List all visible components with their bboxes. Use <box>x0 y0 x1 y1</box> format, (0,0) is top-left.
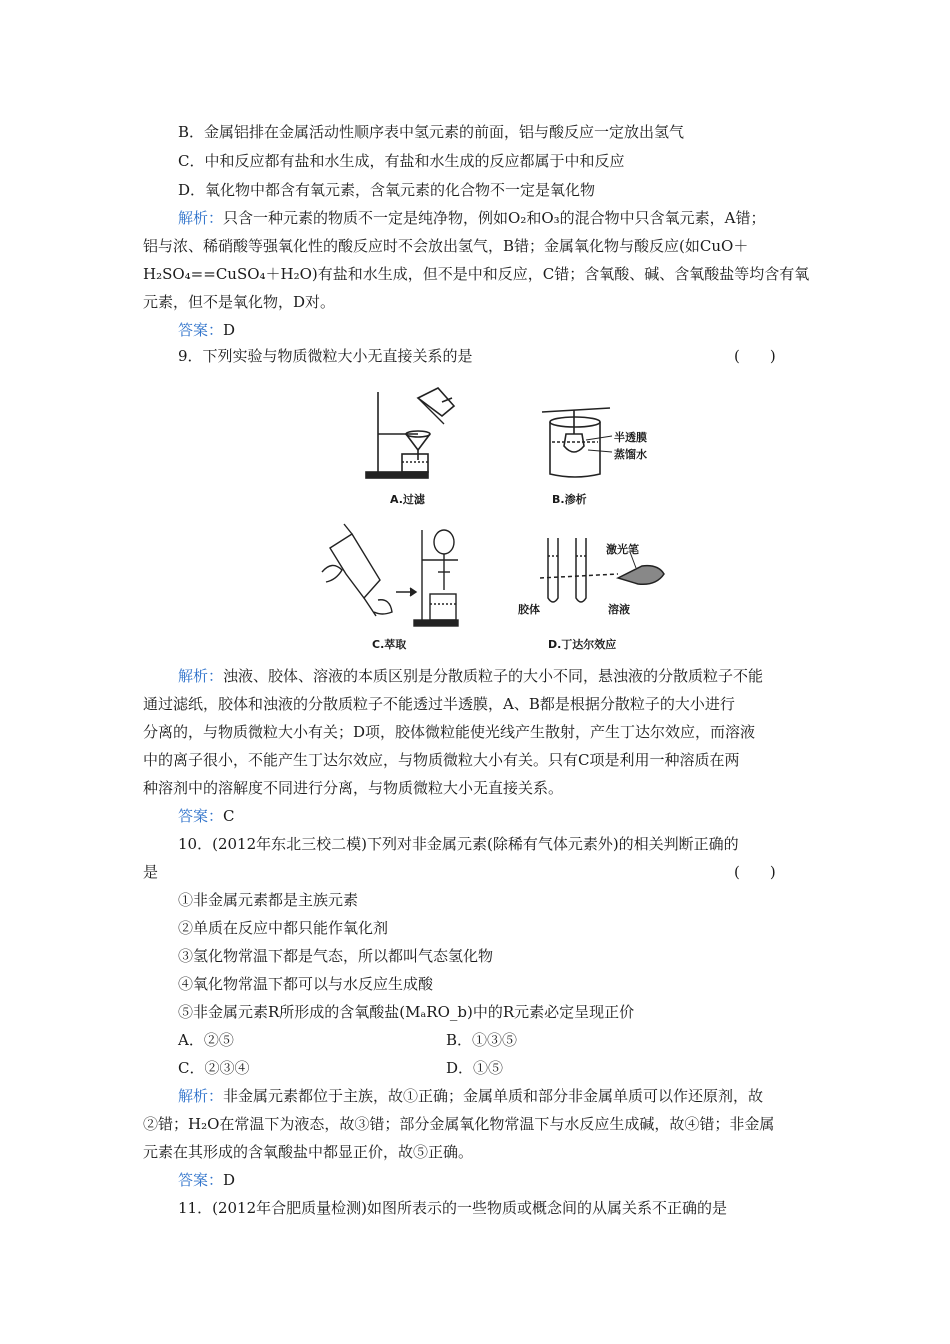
q10-statement-5: ⑤非金属元素R所形成的含氧酸盐(MₐRO_b)中的R元素必定呈现正价 <box>178 1003 635 1021</box>
figure-c-caption: C.萃取 <box>372 638 407 651</box>
figure-b-caption: B.渗析 <box>552 493 587 506</box>
q10-answer-blank: ( ) <box>734 863 776 881</box>
q10-statement-4: ④氧化物常温下都可以与水反应生成酸 <box>178 975 434 993</box>
q8-option-c: C．中和反应都有盐和水生成，有盐和水生成的反应都属于中和反应 <box>178 152 625 170</box>
q8-option-d: D．氧化物中都含有氧元素，含氧元素的化合物不一定是氧化物 <box>178 181 596 199</box>
q10-statement-2: ②单质在反应中都只能作氧化剂 <box>178 919 389 937</box>
q8-analysis-line-1: 解析：只含一种元素的物质不一定是纯净物，例如O₂和O₃的混合物中只含氧元素，A错； <box>178 209 766 227</box>
figure-b-label-water: 蒸馏水 <box>614 448 647 461</box>
answer-label: 答案： <box>178 807 224 825</box>
q8-analysis-line-4: 元素，但不是氧化物，D对。 <box>143 293 336 311</box>
answer-label: 答案： <box>178 321 224 339</box>
figure-d-label-colloid: 胶体 <box>518 603 540 616</box>
q9-analysis-line-1: 解析：浊液、胶体、溶液的本质区别是分散质粒子的大小不同，悬浊液的分散质粒子不能 <box>178 667 764 685</box>
figure-d-caption: D.丁达尔效应 <box>548 638 617 651</box>
figure-a-filtration <box>358 384 488 504</box>
figure-a-caption: A.过滤 <box>390 493 425 506</box>
q9-answer-blank: ( ) <box>734 347 776 365</box>
stand-base <box>366 472 428 478</box>
q10-stem-line-2: 是 <box>143 863 159 881</box>
q10-option-b: B．①③⑤ <box>446 1031 518 1049</box>
q9-stem: 9．下列实验与物质微粒大小无直接关系的是 <box>178 347 473 365</box>
q10-option-a: A．②⑤ <box>178 1031 234 1049</box>
q10-stem-line-1: 10．(2012年东北三校二模)下列对非金属元素(除稀有气体元素外)的相关判断正确的 <box>178 835 739 853</box>
analysis-label: 解析： <box>178 1087 224 1105</box>
q9-answer: 答案：C <box>178 807 235 825</box>
q10-answer: 答案：D <box>178 1171 236 1189</box>
q8-analysis-line-2: 铝与浓、稀硝酸等强氧化性的酸反应时不会放出氢气，B错；金属氧化物与酸反应(如CuO＋ <box>143 237 749 255</box>
figure-d-label-solution: 溶液 <box>608 603 630 616</box>
q9-analysis-line-3: 分离的，与物质微粒大小有关；D项，胶体微粒能使光线产生散射，产生丁达尔效应，而溶液 <box>143 723 756 741</box>
q10-option-c: C．②③④ <box>178 1059 250 1077</box>
q10-statement-1: ①非金属元素都是主族元素 <box>178 891 359 909</box>
q9-analysis-line-5: 种溶剂中的溶解度不同进行分离，与物质微粒大小无直接关系。 <box>143 779 564 797</box>
q10-analysis-line-3: 元素在其形成的含氧酸盐中都显正价，故⑤正确。 <box>143 1143 474 1161</box>
q8-option-b: B．金属铝排在金属活动性顺序表中氢元素的前面，铝与酸反应一定放出氢气 <box>178 123 685 141</box>
q11-stem: 11．(2012年合肥质量检测)如图所表示的一些物质或概念间的从属关系不正确的是 <box>178 1199 727 1217</box>
figure-c-extraction <box>318 520 478 632</box>
q9-analysis-line-4: 中的离子很小，不能产生丁达尔效应，与物质微粒大小有关。只有C项是利用一种溶质在两 <box>143 751 740 769</box>
q9-analysis-line-2: 通过滤纸，胶体和浊液的分散质粒子不能透过半透膜，A、B都是根据分散粒子的大小进行 <box>143 695 735 713</box>
q8-answer: 答案：D <box>178 321 236 339</box>
q10-analysis-line-2: ②错；H₂O在常温下为液态，故③错；部分金属氧化物常温下与水反应生成碱，故④错；非金属 <box>143 1115 775 1133</box>
analysis-label: 解析： <box>178 209 224 227</box>
q10-option-d: D．①⑤ <box>446 1059 504 1077</box>
figure-d-label-laser: 激光笔 <box>606 543 639 556</box>
q8-analysis-line-3: H₂SO₄==CuSO₄＋H₂O)有盐和水生成，但不是中和反应，C错；含氧酸、碱、含氧酸盐等均含有氧 <box>143 265 810 283</box>
figure-b-label-membrane: 半透膜 <box>614 431 647 444</box>
analysis-label: 解析： <box>178 667 224 685</box>
q10-statement-3: ③氢化物常温下都是气态，所以都叫气态氢化物 <box>178 947 494 965</box>
q10-analysis-line-1: 解析：非金属元素都位于主族，故①正确；金属单质和部分非金属单质可以作还原剂，故 <box>178 1087 764 1105</box>
answer-label: 答案： <box>178 1171 224 1189</box>
